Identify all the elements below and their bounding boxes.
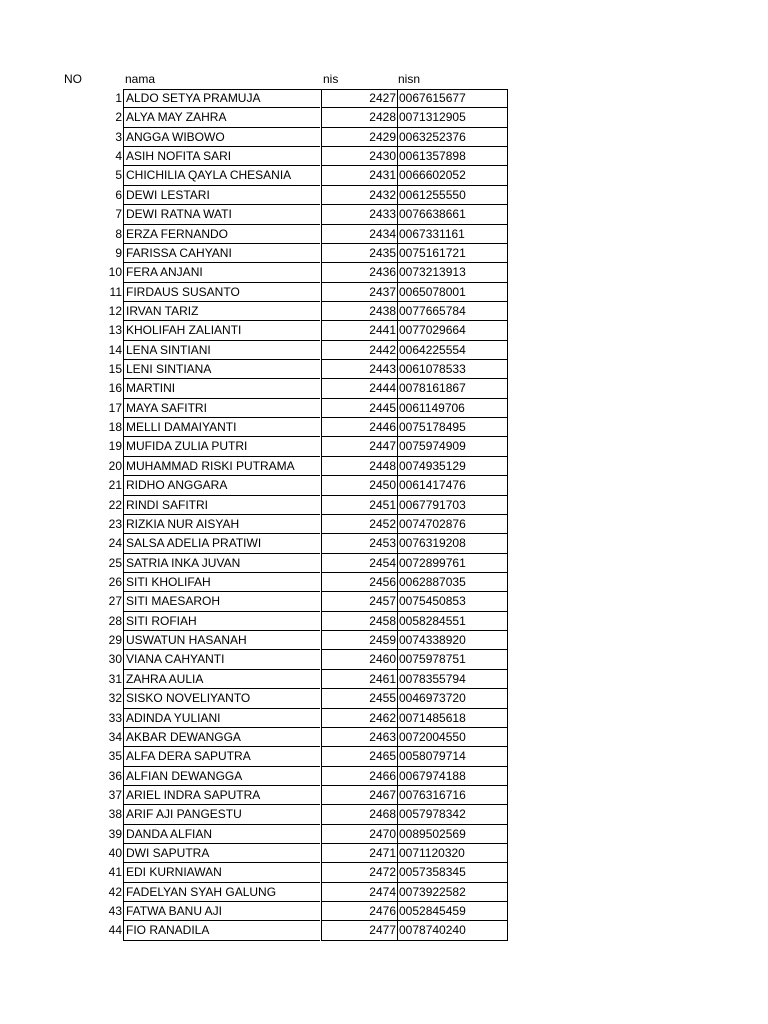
student-name: RIZKIA NUR AISYAH <box>123 515 320 534</box>
student-nis: 2467 <box>321 786 397 805</box>
table-row <box>0 496 768 515</box>
student-nisn: 0052845459 <box>397 902 508 921</box>
student-nisn: 0071312905 <box>397 108 508 127</box>
table-row <box>0 921 768 940</box>
row-number: 20 <box>108 458 122 473</box>
student-nis: 2455 <box>321 689 397 708</box>
student-nis: 2458 <box>321 612 397 631</box>
student-nisn: 0067791703 <box>397 496 508 515</box>
row-number: 31 <box>108 671 122 686</box>
table-row <box>0 205 768 224</box>
table-row <box>0 244 768 263</box>
row-number: 2 <box>115 110 122 125</box>
student-nis: 2453 <box>321 534 397 553</box>
student-name: EDI KURNIAWAN <box>123 863 320 882</box>
header-nis: nis <box>323 72 339 86</box>
table-row <box>0 883 768 902</box>
student-nisn: 0074338920 <box>397 631 508 650</box>
student-nisn: 0074935129 <box>397 457 508 476</box>
student-name: AKBAR DEWANGGA <box>123 728 320 747</box>
row-number: 35 <box>108 749 122 764</box>
student-name: SALSA ADELIA PRATIWI <box>123 534 320 553</box>
row-number: 34 <box>108 729 122 744</box>
table-row <box>0 805 768 824</box>
student-name: ALFIAN DEWANGGA <box>123 767 320 786</box>
table-row <box>0 418 768 437</box>
student-nis: 2434 <box>321 225 397 244</box>
student-nisn: 0061255550 <box>397 186 508 205</box>
student-nisn: 0076316716 <box>397 786 508 805</box>
student-nis: 2446 <box>321 418 397 437</box>
student-name: ANGGA WIBOWO <box>123 128 320 147</box>
row-number: 28 <box>108 613 122 628</box>
student-nis: 2441 <box>321 321 397 340</box>
student-name: FATWA BANU AJI <box>123 902 320 921</box>
student-nisn: 0061149706 <box>397 399 508 418</box>
student-nisn: 0062887035 <box>397 573 508 592</box>
row-number: 30 <box>108 652 122 667</box>
table-row <box>0 457 768 476</box>
student-name: MELLI DAMAIYANTI <box>123 418 320 437</box>
student-nisn: 0063252376 <box>397 128 508 147</box>
student-nisn: 0072899761 <box>397 554 508 573</box>
table-row <box>0 263 768 282</box>
student-name: SISKO NOVELIYANTO <box>123 689 320 708</box>
student-nis: 2444 <box>321 379 397 398</box>
header-nisn: nisn <box>398 72 421 86</box>
student-nisn: 0064225554 <box>397 341 508 360</box>
student-nisn: 0072004550 <box>397 728 508 747</box>
row-number: 36 <box>108 768 122 783</box>
student-nis: 2466 <box>321 767 397 786</box>
student-nis: 2430 <box>321 147 397 166</box>
student-name: RINDI SAFITRI <box>123 496 320 515</box>
row-number: 25 <box>108 555 122 570</box>
student-name: LENI SINTIANA <box>123 360 320 379</box>
table-row <box>0 108 768 127</box>
row-number: 6 <box>115 187 122 202</box>
student-nisn: 0073922582 <box>397 883 508 902</box>
student-nis: 2459 <box>321 631 397 650</box>
table-row <box>0 360 768 379</box>
student-nis: 2442 <box>321 341 397 360</box>
row-number: 39 <box>108 826 122 841</box>
table-row <box>0 767 768 786</box>
student-nisn: 0065078001 <box>397 283 508 302</box>
student-name: ASIH NOFITA SARI <box>123 147 320 166</box>
student-nisn: 0075178495 <box>397 418 508 437</box>
table-row <box>0 709 768 728</box>
student-nis: 2437 <box>321 283 397 302</box>
table-row <box>0 399 768 418</box>
table-row <box>0 476 768 495</box>
row-number: 32 <box>108 691 122 706</box>
student-name: ERZA FERNANDO <box>123 225 320 244</box>
student-nisn: 0077665784 <box>397 302 508 321</box>
student-name: ALFA DERA SAPUTRA <box>123 747 320 766</box>
row-number: 18 <box>108 420 122 435</box>
student-nisn: 0076638661 <box>397 205 508 224</box>
row-number: 21 <box>108 478 122 493</box>
table-row <box>0 902 768 921</box>
student-nis: 2445 <box>321 399 397 418</box>
student-nisn: 0078355794 <box>397 670 508 689</box>
header-nama: nama <box>125 72 156 86</box>
student-nis: 2452 <box>321 515 397 534</box>
student-name: DEWI LESTARI <box>123 186 320 205</box>
row-number: 33 <box>108 710 122 725</box>
student-nisn: 0074702876 <box>397 515 508 534</box>
table-row <box>0 534 768 553</box>
student-name: ARIF AJI PANGESTU <box>123 805 320 824</box>
student-nisn: 0075974909 <box>397 437 508 456</box>
student-nisn: 0061357898 <box>397 147 508 166</box>
student-nisn: 0076319208 <box>397 534 508 553</box>
row-number: 14 <box>108 342 122 357</box>
student-nisn: 0078740240 <box>397 921 508 940</box>
table-row <box>0 825 768 844</box>
student-nisn: 0089502569 <box>397 825 508 844</box>
student-nis: 2462 <box>321 709 397 728</box>
student-nisn: 0075450853 <box>397 592 508 611</box>
student-nis: 2461 <box>321 670 397 689</box>
student-nisn: 0075978751 <box>397 650 508 669</box>
student-name: FADELYAN SYAH GALUNG <box>123 883 320 902</box>
row-number: 12 <box>108 303 122 318</box>
row-number: 8 <box>115 226 122 241</box>
student-nisn: 0058079714 <box>397 747 508 766</box>
student-nisn: 0078161867 <box>397 379 508 398</box>
student-nis: 2476 <box>321 902 397 921</box>
table-row <box>0 186 768 205</box>
student-nisn: 0046973720 <box>397 689 508 708</box>
table-row <box>0 128 768 147</box>
student-nisn: 0075161721 <box>397 244 508 263</box>
row-number: 26 <box>108 574 122 589</box>
student-name: SITI KHOLIFAH <box>123 573 320 592</box>
student-nis: 2447 <box>321 437 397 456</box>
table-row <box>0 341 768 360</box>
student-nis: 2468 <box>321 805 397 824</box>
student-nis: 2450 <box>321 476 397 495</box>
student-name: LENA SINTIANI <box>123 341 320 360</box>
student-nisn: 0057358345 <box>397 863 508 882</box>
student-name: SITI ROFIAH <box>123 612 320 631</box>
student-nisn: 0077029664 <box>397 321 508 340</box>
header-no: NO <box>64 72 82 86</box>
student-name: SATRIA INKA JUVAN <box>123 554 320 573</box>
student-nis: 2470 <box>321 825 397 844</box>
table-row <box>0 302 768 321</box>
row-number: 5 <box>115 168 122 183</box>
student-nis: 2456 <box>321 573 397 592</box>
row-number: 17 <box>108 400 122 415</box>
row-number: 22 <box>108 497 122 512</box>
table-row <box>0 844 768 863</box>
row-number: 15 <box>108 362 122 377</box>
student-name: ALDO SETYA PRAMUJA <box>123 89 320 108</box>
student-nisn: 0067615677 <box>397 89 508 108</box>
student-name: DANDA ALFIAN <box>123 825 320 844</box>
row-number: 43 <box>108 904 122 919</box>
table-row <box>0 147 768 166</box>
student-nis: 2448 <box>321 457 397 476</box>
row-number: 10 <box>108 265 122 280</box>
student-name: RIDHO ANGGARA <box>123 476 320 495</box>
row-number: 29 <box>108 633 122 648</box>
row-number: 27 <box>108 594 122 609</box>
student-name: DWI SAPUTRA <box>123 844 320 863</box>
student-name: VIANA CAHYANTI <box>123 650 320 669</box>
row-number: 40 <box>108 846 122 861</box>
table-row <box>0 728 768 747</box>
table-row <box>0 321 768 340</box>
student-nis: 2436 <box>321 263 397 282</box>
student-name: FIRDAUS SUSANTO <box>123 283 320 302</box>
table-row <box>0 225 768 244</box>
table-row <box>0 650 768 669</box>
row-number: 44 <box>108 923 122 938</box>
student-nis: 2429 <box>321 128 397 147</box>
row-number: 37 <box>108 787 122 802</box>
student-nis: 2471 <box>321 844 397 863</box>
student-name: CHICHILIA QAYLA CHESANIA <box>123 166 320 185</box>
row-number: 7 <box>115 207 122 222</box>
table-row <box>0 437 768 456</box>
table-row <box>0 612 768 631</box>
student-nis: 2472 <box>321 863 397 882</box>
row-number: 19 <box>108 439 122 454</box>
table-row <box>0 689 768 708</box>
table-row <box>0 631 768 650</box>
student-name: MUFIDA ZULIA PUTRI <box>123 437 320 456</box>
row-number: 24 <box>108 536 122 551</box>
student-name: MAYA SAFITRI <box>123 399 320 418</box>
student-name: MARTINI <box>123 379 320 398</box>
row-number: 3 <box>115 129 122 144</box>
student-nis: 2460 <box>321 650 397 669</box>
student-nis: 2427 <box>321 89 397 108</box>
student-name: ALYA MAY ZAHRA <box>123 108 320 127</box>
student-nis: 2438 <box>321 302 397 321</box>
student-nisn: 0061078533 <box>397 360 508 379</box>
student-name: ARIEL INDRA SAPUTRA <box>123 786 320 805</box>
student-name: IRVAN TARIZ <box>123 302 320 321</box>
row-number: 23 <box>108 516 122 531</box>
student-name: ADINDA YULIANI <box>123 709 320 728</box>
table-row <box>0 573 768 592</box>
row-number: 4 <box>115 149 122 164</box>
table-row <box>0 592 768 611</box>
student-nisn: 0067974188 <box>397 767 508 786</box>
student-nis: 2435 <box>321 244 397 263</box>
student-nis: 2451 <box>321 496 397 515</box>
student-nisn: 0071485618 <box>397 709 508 728</box>
table-row <box>0 89 768 108</box>
student-nis: 2457 <box>321 592 397 611</box>
student-nisn: 0067331161 <box>397 225 508 244</box>
student-nis: 2477 <box>321 921 397 940</box>
table-row <box>0 515 768 534</box>
row-number: 9 <box>115 245 122 260</box>
student-name: FARISSA CAHYANI <box>123 244 320 263</box>
student-name: SITI MAESAROH <box>123 592 320 611</box>
row-number: 41 <box>108 865 122 880</box>
student-name: FERA ANJANI <box>123 263 320 282</box>
student-nisn: 0058284551 <box>397 612 508 631</box>
table-row <box>0 863 768 882</box>
student-nis: 2465 <box>321 747 397 766</box>
table-row <box>0 166 768 185</box>
table-row <box>0 554 768 573</box>
student-table <box>0 89 768 941</box>
student-nisn: 0057978342 <box>397 805 508 824</box>
student-name: USWATUN HASANAH <box>123 631 320 650</box>
row-number: 16 <box>108 381 122 396</box>
table-row <box>0 747 768 766</box>
student-name: KHOLIFAH ZALIANTI <box>123 321 320 340</box>
table-row <box>0 670 768 689</box>
row-number: 13 <box>108 323 122 338</box>
student-nisn: 0061417476 <box>397 476 508 495</box>
table-header <box>0 70 768 88</box>
student-nisn: 0073213913 <box>397 263 508 282</box>
student-nis: 2428 <box>321 108 397 127</box>
student-nis: 2433 <box>321 205 397 224</box>
student-name: DEWI RATNA WATI <box>123 205 320 224</box>
row-number: 42 <box>108 884 122 899</box>
student-name: ZAHRA AULIA <box>123 670 320 689</box>
table-row <box>0 283 768 302</box>
student-nis: 2454 <box>321 554 397 573</box>
row-number: 11 <box>109 284 122 299</box>
student-name: MUHAMMAD RISKI PUTRAMA <box>123 457 320 476</box>
student-name: FIO RANADILA <box>123 921 320 940</box>
student-nis: 2443 <box>321 360 397 379</box>
student-nis: 2431 <box>321 166 397 185</box>
student-nis: 2463 <box>321 728 397 747</box>
student-nis: 2474 <box>321 883 397 902</box>
table-row <box>0 379 768 398</box>
student-nis: 2432 <box>321 186 397 205</box>
student-nisn: 0066602052 <box>397 166 508 185</box>
row-number: 38 <box>108 807 122 822</box>
row-number: 1 <box>115 91 122 105</box>
student-nisn: 0071120320 <box>397 844 508 863</box>
table-row <box>0 786 768 805</box>
